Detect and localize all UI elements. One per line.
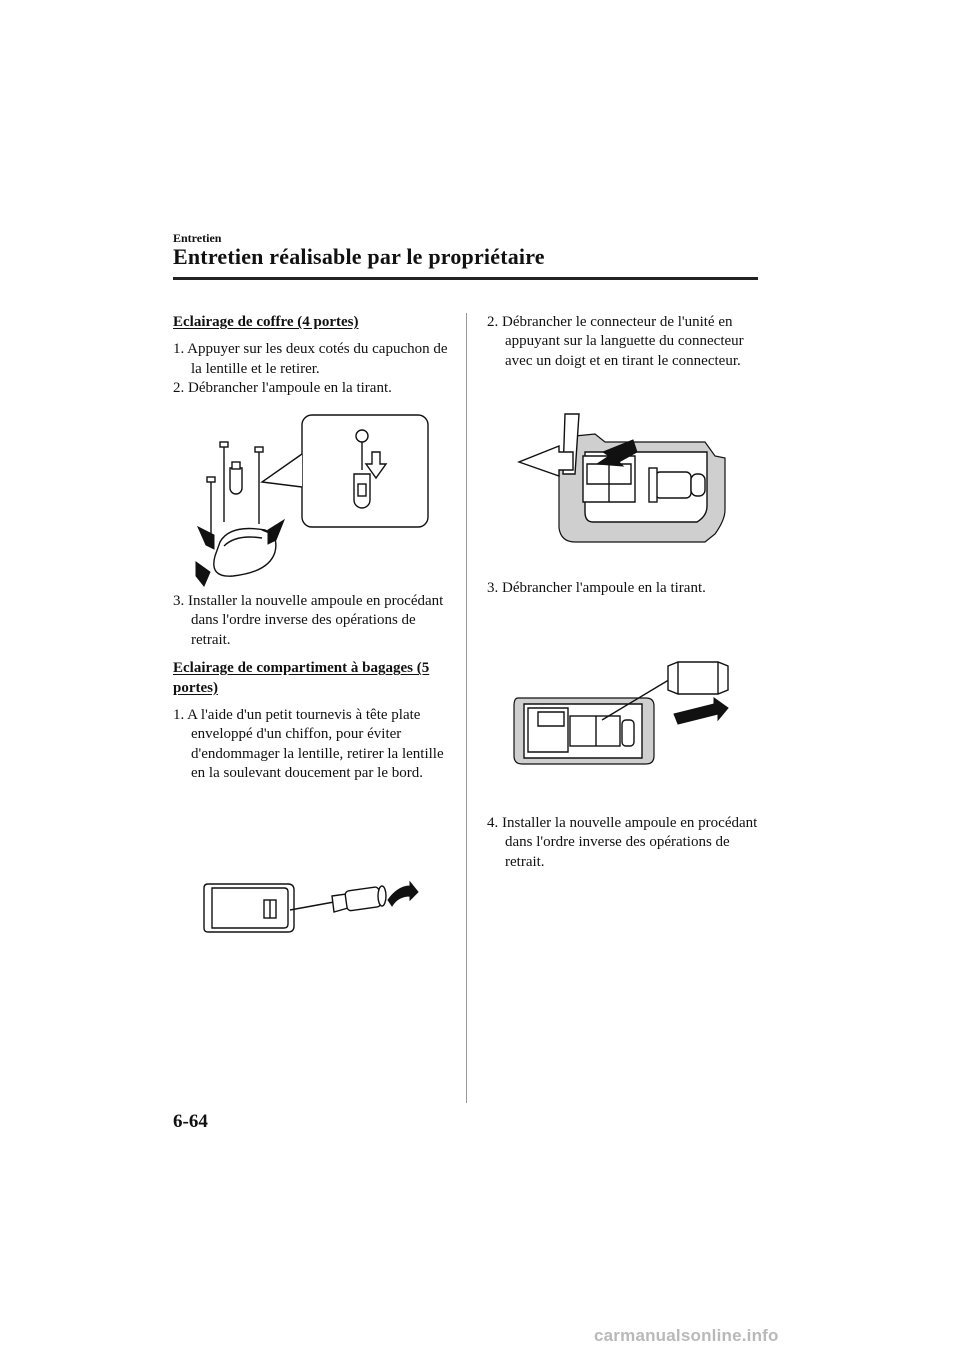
- heading-luggage-light: Eclairage de compartiment à bagages (5 portes): [173, 660, 430, 696]
- bulb-removal-illustration: [510, 658, 745, 768]
- page-number: 6-64: [173, 1111, 208, 1132]
- step-luggage-2: 2. Débrancher le connecteur de l'unité en appuyant sur la languette du connecteur avec un doigt et en tirant le connecteur.: [487, 314, 744, 369]
- section-label: Entretien: [173, 231, 222, 245]
- step-3: 3. Installer la nouvelle ampoule en procédant dans l'ordre inverse des opérations de retrait.: [173, 593, 444, 648]
- right-column-middle: [487, 579, 762, 598]
- step-2: 2. Débrancher l'ampoule en la tirant.: [173, 380, 392, 397]
- step-luggage-1: 1. A l'aide d'un petit tournevis à tête plate enveloppé d'un chiffon, pour éviter d'endommager la lentille, retirer la lentille en la soulevant doucement par le bord.: [173, 707, 444, 782]
- step-luggage-4: 4. Installer la nouvelle ampoule en procédant dans l'ordre inverse des opérations de retrait.: [487, 815, 758, 870]
- heading-trunk-light: Eclairage de coffre (4 portes): [173, 314, 359, 330]
- screwdriver-illustration: [202, 880, 422, 940]
- right-column-top: [487, 313, 762, 371]
- connector-illustration: [515, 412, 735, 547]
- header-rule: [173, 277, 758, 280]
- trunk-lamp-illustration: [190, 412, 435, 587]
- step-luggage-3: 3. Débrancher l'ampoule en la tirant.: [487, 580, 706, 596]
- step-1: 1. Appuyer sur les deux cotés du capuchon de la lentille et le retirer.: [173, 341, 448, 377]
- left-column-middle: [173, 592, 453, 784]
- watermark: carmanualsonline.info: [594, 1326, 779, 1345]
- page-title: Entretien réalisable par le propriétaire: [173, 244, 545, 269]
- right-column-bottom: [487, 814, 762, 872]
- left-column-top: [173, 313, 453, 399]
- column-divider: [466, 313, 467, 1103]
